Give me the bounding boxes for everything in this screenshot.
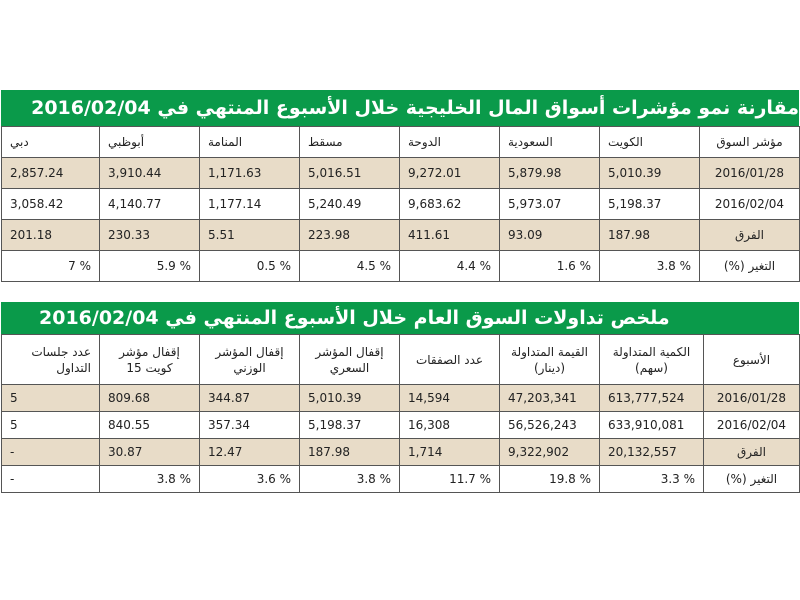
table-cell: 47,203,341 [500,385,600,412]
header-cell: عدد الصفقات [400,335,500,385]
indices-table [1,126,800,282]
table-cell: 3,058.42 [2,189,100,220]
header-cell: المنامة [200,127,300,158]
indices-table-title: مقارنة نمو مؤشرات أسواق المال الخليجية خلال الأسبوع المنتهي في 2016/02/04 [1,90,799,126]
header-cell: مسقط [300,127,400,158]
table-cell: 9,322,902 [500,439,600,466]
table-cell: 3.3 % [600,466,704,493]
table-cell: 344.87 [200,385,300,412]
table-row [2,412,800,439]
table-row [2,385,800,412]
header-cell: عدد جلسات التداول [2,335,100,385]
market-indices-panel [1,90,799,282]
table-cell: 5,198.37 [300,412,400,439]
table-cell: 633,910,081 [600,412,704,439]
table-header-row [2,335,800,385]
header-cell: الكويت [600,127,700,158]
table-row [2,251,800,282]
table-cell: 9,272.01 [400,158,500,189]
header-cell: الأسبوع [704,335,800,385]
header-cell: الدوحة [400,127,500,158]
header-cell: دبي [2,127,100,158]
row-label-cell: 2016/01/28 [700,158,800,189]
header-cell: إقفال المؤشر الوزني [200,335,300,385]
table-cell: 230.33 [100,220,200,251]
table-header-row [2,127,800,158]
table-cell: 187.98 [600,220,700,251]
table-cell: 5.9 % [100,251,200,282]
header-cell: أبوظبي [100,127,200,158]
table-cell: 201.18 [2,220,100,251]
table-cell: 3,910.44 [100,158,200,189]
table-cell: 613,777,524 [600,385,704,412]
table-cell: 357.34 [200,412,300,439]
table-cell: 1,177.14 [200,189,300,220]
table-cell: - [2,466,100,493]
table-row [2,466,800,493]
table-cell: 19.8 % [500,466,600,493]
table-cell: 5,010.39 [300,385,400,412]
table-cell: 14,594 [400,385,500,412]
table-cell: 5.51 [200,220,300,251]
table-cell: 5 [2,412,100,439]
table-cell: 12.47 [200,439,300,466]
table-cell: 9,683.62 [400,189,500,220]
table-row [2,220,800,251]
row-label-cell: التغير (%) [700,251,800,282]
header-cell: إقفال مؤشر كويت 15 [100,335,200,385]
table-cell: 4.5 % [300,251,400,282]
table-cell: 7 % [2,251,100,282]
table-cell: 56,526,243 [500,412,600,439]
table-cell: 3.6 % [200,466,300,493]
table-cell: 16,308 [400,412,500,439]
table-cell: 4.4 % [400,251,500,282]
table-cell: 1,714 [400,439,500,466]
table-cell: 20,132,557 [600,439,704,466]
table-cell: 3.8 % [100,466,200,493]
row-label-cell: الفرق [704,439,800,466]
table-cell: 1,171.63 [200,158,300,189]
market-trading-summary-panel [1,302,799,493]
table-cell: 5 [2,385,100,412]
table-cell: 5,198.37 [600,189,700,220]
header-cell: السعودية [500,127,600,158]
table-cell: - [2,439,100,466]
summary-table [1,334,800,493]
table-cell: 11.7 % [400,466,500,493]
table-cell: 809.68 [100,385,200,412]
table-cell: 223.98 [300,220,400,251]
table-row [2,189,800,220]
row-label-cell: 2016/01/28 [704,385,800,412]
header-cell: مؤشر السوق [700,127,800,158]
header-cell: القيمة المتداولة (دينار) [500,335,600,385]
table-cell: 93.09 [500,220,600,251]
row-label-cell: 2016/02/04 [700,189,800,220]
table-cell: 411.61 [400,220,500,251]
table-cell: 1.6 % [500,251,600,282]
table-cell: 187.98 [300,439,400,466]
row-label-cell: التغير (%) [704,466,800,493]
table-row [2,439,800,466]
header-cell: الكمية المتداولة (سهم) [600,335,704,385]
row-label-cell: الفرق [700,220,800,251]
table-cell: 5,240.49 [300,189,400,220]
table-cell: 5,010.39 [600,158,700,189]
table-cell: 0.5 % [200,251,300,282]
row-label-cell: 2016/02/04 [704,412,800,439]
table-cell: 5,973.07 [500,189,600,220]
table-cell: 5,016.51 [300,158,400,189]
table-cell: 840.55 [100,412,200,439]
table-cell: 3.8 % [300,466,400,493]
table-cell: 2,857.24 [2,158,100,189]
summary-table-title: ملخص تداولات السوق العام خلال الأسبوع المنتهي في 2016/02/04 [1,302,799,334]
table-cell: 30.87 [100,439,200,466]
table-row [2,158,800,189]
table-cell: 3.8 % [600,251,700,282]
header-cell: إقفال المؤشر السعري [300,335,400,385]
table-cell: 5,879.98 [500,158,600,189]
table-cell: 4,140.77 [100,189,200,220]
